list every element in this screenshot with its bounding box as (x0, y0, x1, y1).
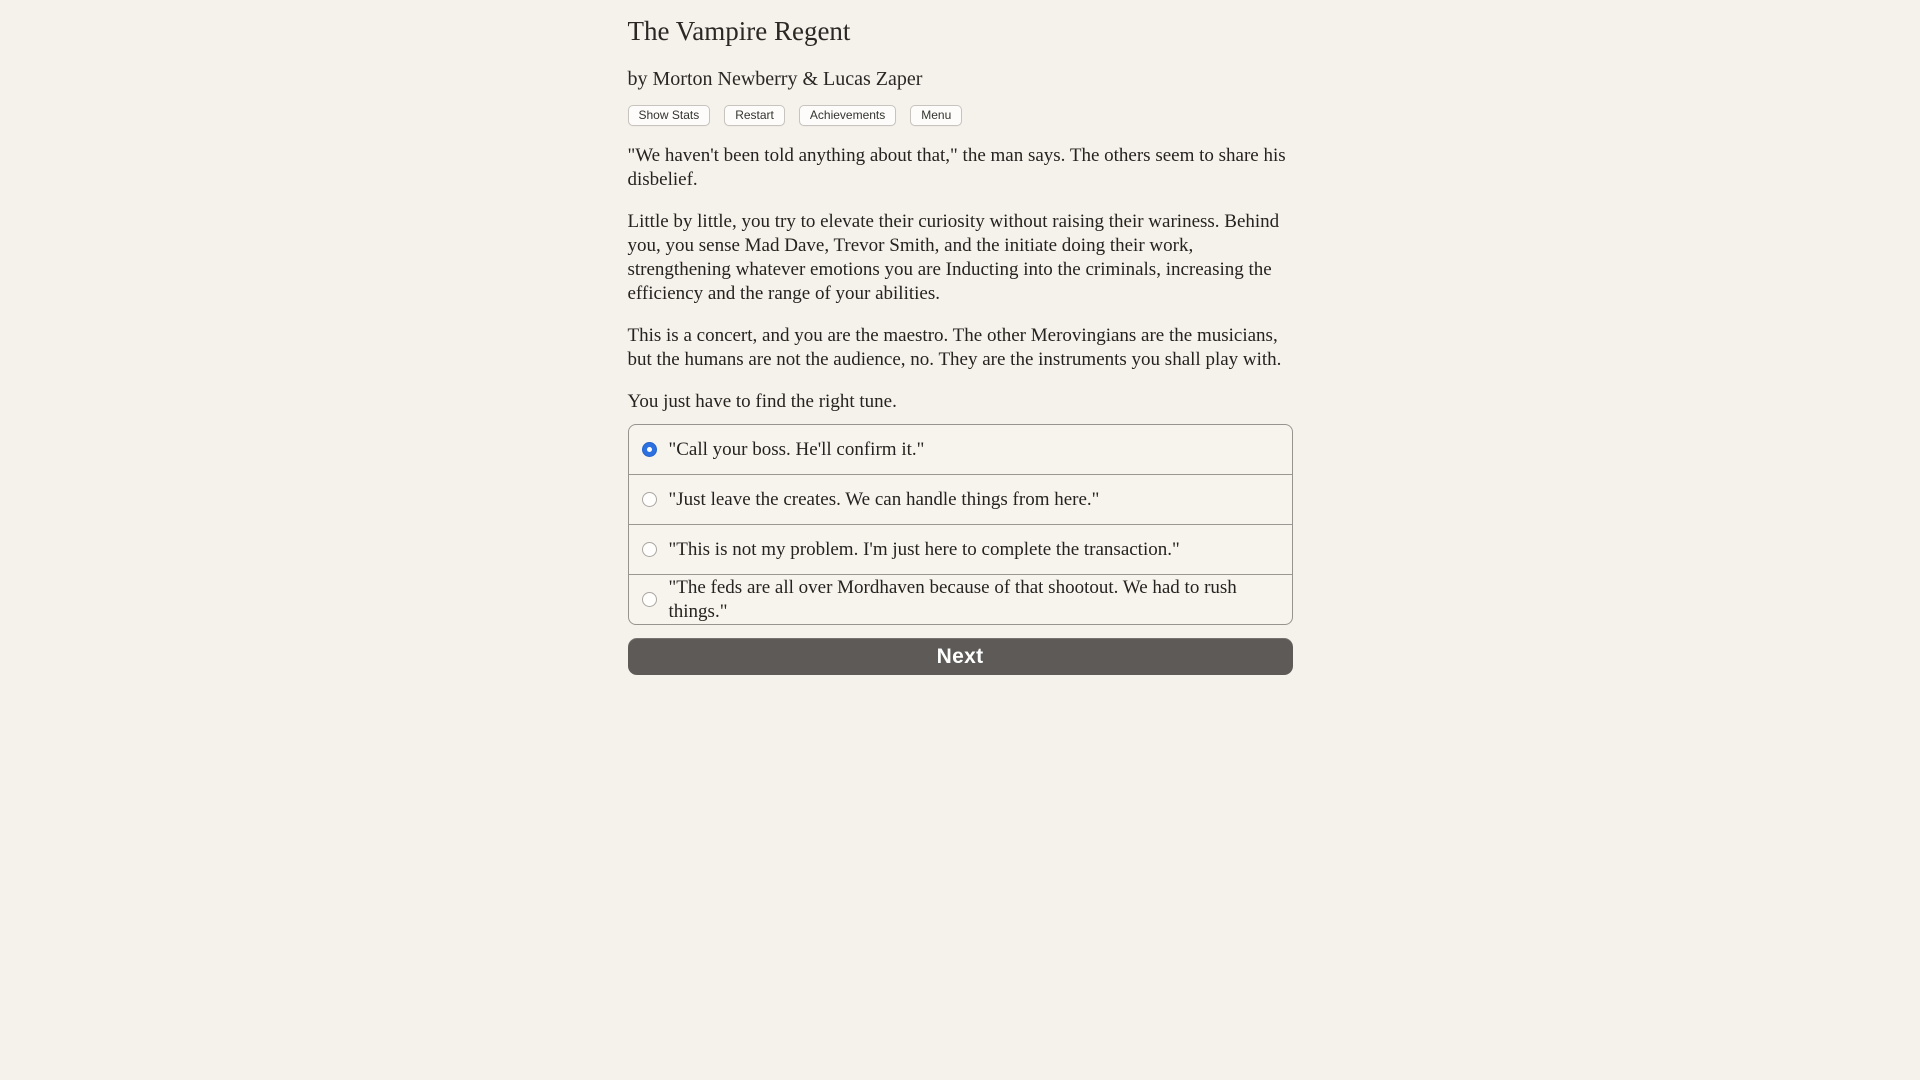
next-button[interactable]: Next (628, 638, 1293, 675)
story-paragraph: "We haven't been told anything about that," the man says. The others seem to share his disbelief. (627, 145, 1286, 190)
radio-button-icon[interactable] (642, 492, 657, 507)
restart-button[interactable]: Restart (724, 105, 785, 126)
choice-option-1[interactable] (629, 425, 1292, 474)
page-title: The Vampire Regent (627, 16, 851, 46)
story-page (628, 0, 1293, 675)
choice-option-2[interactable] (629, 474, 1292, 524)
choice-option-4[interactable] (629, 574, 1292, 624)
story-text (628, 144, 1293, 414)
story-paragraph: Little by little, you try to elevate their curiosity without raising their wariness. Behind you, you sense Mad Dave, Trevor Smith, and the initiate doing their work, strengthening whatever emotions you are Inducting into the criminals, increasing the efficiency and the range of your abilities. (627, 211, 1280, 304)
menu-button[interactable]: Menu (910, 105, 962, 126)
choice-label: "Call your boss. He'll confirm it." (668, 438, 925, 460)
radio-button-icon[interactable] (642, 592, 657, 607)
choice-label: "The feds are all over Mordhaven because of that shootout. We had to rush things." (668, 576, 1237, 622)
toolbar (628, 105, 1293, 126)
radio-button-icon[interactable] (642, 542, 657, 557)
choice-label: "Just leave the creates. We can handle things from here." (668, 488, 1100, 510)
story-paragraph: This is a concert, and you are the maestro. The other Merovingians are the musicians, but the humans are not the audience, no. They are the instruments you shall play with. (627, 325, 1282, 370)
story-paragraph: You just have to find the right tune. (627, 391, 897, 412)
choice-list (628, 424, 1293, 625)
radio-button-selected-icon[interactable] (642, 442, 657, 457)
author-byline: by Morton Newberry & Lucas Zaper (627, 68, 923, 90)
choice-option-3[interactable] (629, 524, 1292, 574)
choice-label: "This is not my problem. I'm just here to complete the transaction." (668, 538, 1180, 560)
achievements-button[interactable]: Achievements (799, 105, 896, 126)
show-stats-button[interactable]: Show Stats (628, 105, 711, 126)
